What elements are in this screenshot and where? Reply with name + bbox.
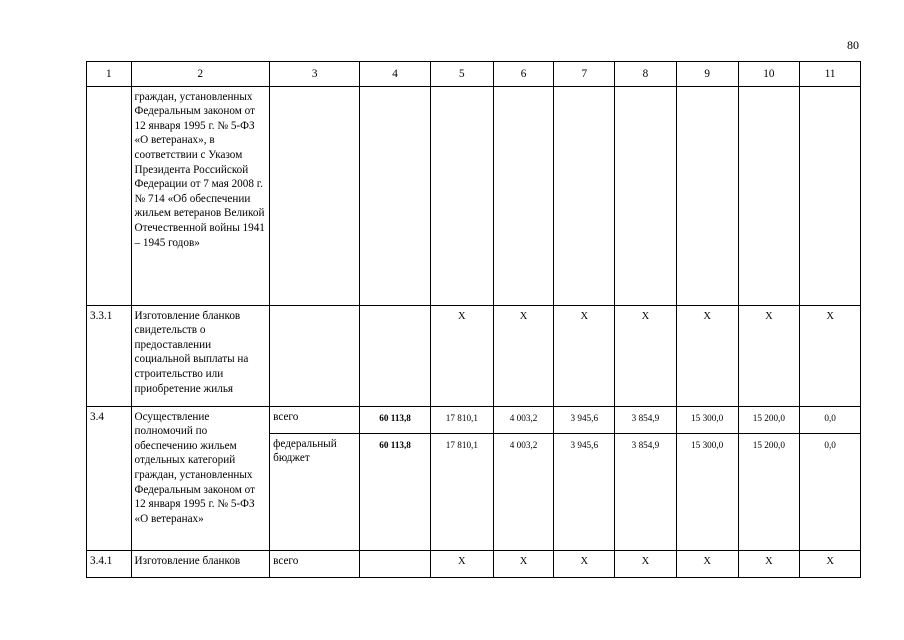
mark-cell: X: [615, 550, 677, 577]
value-cell: 4 003,2: [493, 433, 554, 550]
value-cell: 15 300,0: [676, 433, 738, 550]
row-name-cell: Изготовление бланков: [131, 550, 270, 577]
value-cell: 15 300,0: [676, 406, 738, 433]
value-cell: 3 945,6: [554, 433, 615, 550]
mark-cell: X: [554, 305, 615, 406]
total-cell: 60 113,8: [360, 433, 431, 550]
mark-cell: X: [738, 305, 800, 406]
mark-cell: X: [676, 305, 738, 406]
row-number-cell: [87, 86, 132, 305]
value-cell: 17 810,1: [430, 433, 493, 550]
program-table: [86, 61, 861, 578]
value-cell: 0,0: [800, 433, 861, 550]
header-cell: 6: [493, 62, 554, 87]
row-name-cell: граждан, установленных Федеральным законом от 12 января 1995 г. № 5-ФЗ «О ветеранах», в соответствии с Указом Президента Российской Федерации от 7 мая 2008 г. № 714 «Об обеспечении жильем ветеранов Великой Отечественной войны 1941 – 1945 годов»: [131, 86, 270, 305]
mark-cell: X: [554, 550, 615, 577]
table-row: [87, 406, 861, 433]
mark-cell: X: [800, 550, 861, 577]
mark-cell: X: [738, 550, 800, 577]
page-number: 80: [847, 38, 859, 52]
header-cell: 4: [360, 62, 431, 87]
value-cell: 15 200,0: [738, 406, 800, 433]
header-cell: 5: [430, 62, 493, 87]
funding-source-cell: всего: [270, 406, 360, 433]
row-number-cell: 3.4: [87, 406, 132, 550]
header-cell: 9: [676, 62, 738, 87]
header-cell: 1: [87, 62, 132, 87]
mark-cell: X: [615, 305, 677, 406]
row-number-cell: 3.4.1: [87, 550, 132, 577]
header-row: [87, 62, 861, 87]
header-cell: 3: [270, 62, 360, 87]
mark-cell: X: [800, 305, 861, 406]
header-cell: 10: [738, 62, 800, 87]
header-cell: 2: [131, 62, 270, 87]
header-cell: 7: [554, 62, 615, 87]
row-name-cell: Изготовление бланков свидетельств о предоставлении социальной выплаты на строительство или приобретение жилья: [131, 305, 270, 406]
mark-cell: X: [493, 550, 554, 577]
row-name-cell: Осуществление полномочий по обеспечению жильем отдельных категорий граждан, установленных Федеральным законом от 12 января 1995 г. № 5-ФЗ «О ветеранах»: [131, 406, 270, 550]
value-cell: 3 854,9: [615, 406, 677, 433]
value-cell: 15 200,0: [738, 433, 800, 550]
header-cell: 11: [800, 62, 861, 87]
value-cell: 4 003,2: [493, 406, 554, 433]
value-cell: 0,0: [800, 406, 861, 433]
total-cell: 60 113,8: [360, 406, 431, 433]
value-cell: 3 854,9: [615, 433, 677, 550]
value-cell: 3 945,6: [554, 406, 615, 433]
funding-source-cell: всего: [270, 550, 360, 577]
value-cell: 17 810,1: [430, 406, 493, 433]
table-row: [87, 86, 861, 305]
row-number-cell: 3.3.1: [87, 305, 132, 406]
table-row: [87, 550, 861, 577]
header-cell: 8: [615, 62, 677, 87]
mark-cell: X: [676, 550, 738, 577]
mark-cell: X: [430, 550, 493, 577]
funding-source-cell: федеральный бюджет: [270, 433, 360, 550]
mark-cell: X: [493, 305, 554, 406]
table-row: [87, 305, 861, 406]
mark-cell: X: [430, 305, 493, 406]
